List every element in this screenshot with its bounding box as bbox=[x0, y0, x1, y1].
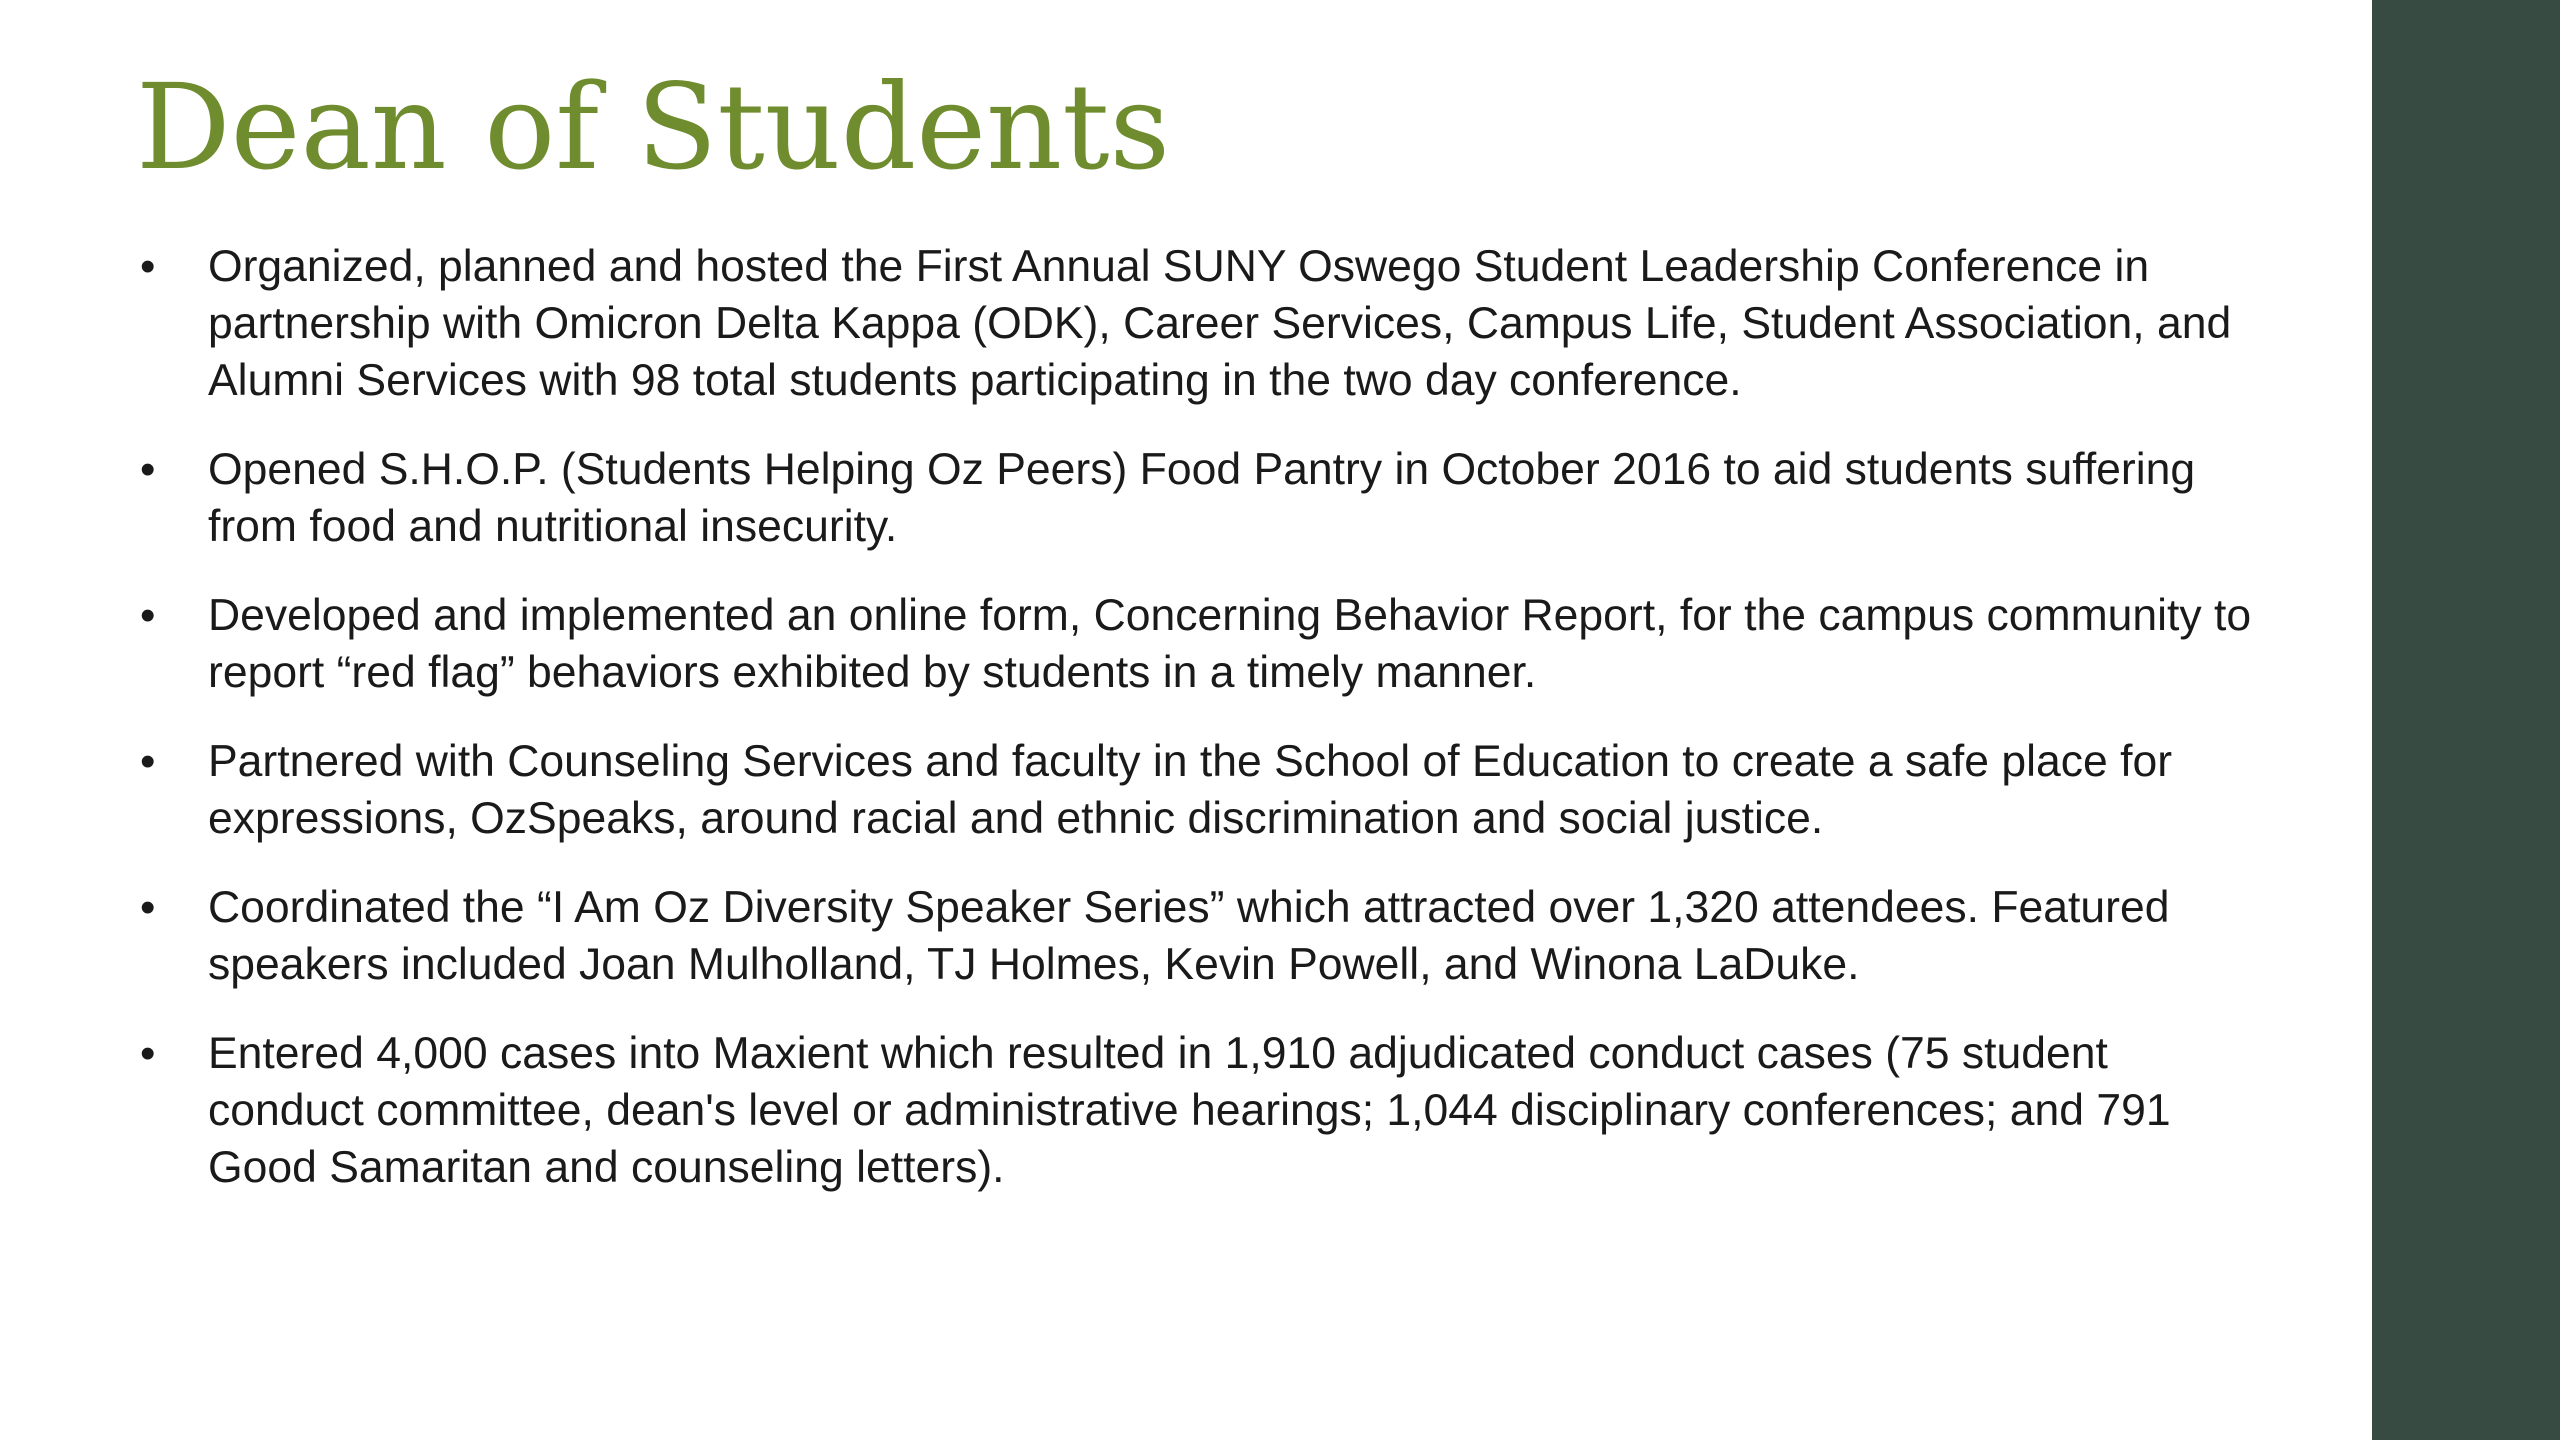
bullet-item bbox=[136, 441, 2256, 555]
bullet-text: Coordinated the “I Am Oz Diversity Speaker Series” which attracted over 1,320 attendees. Featured speakers included Joan Mulholland, TJ Holmes, Kevin Powell, and Winona LaDuke. bbox=[208, 883, 2170, 989]
slide-title: Dean of Students bbox=[136, 58, 1171, 196]
bullet-dot-icon: • bbox=[140, 445, 156, 494]
bullet-item bbox=[136, 238, 2256, 409]
bullet-dot-icon: • bbox=[140, 883, 156, 932]
side-accent-bar bbox=[2372, 0, 2560, 1440]
bullet-dot-icon: • bbox=[140, 591, 156, 640]
bullet-dot-icon: • bbox=[140, 1029, 156, 1078]
bullet-item bbox=[136, 1025, 2256, 1196]
bullet-dot-icon: • bbox=[140, 737, 156, 786]
bullet-item bbox=[136, 587, 2256, 701]
bullet-dot-icon: • bbox=[140, 242, 156, 291]
bullet-list bbox=[136, 238, 2256, 1228]
bullet-text: Entered 4,000 cases into Maxient which resulted in 1,910 adjudicated conduct cases (75 student conduct committee, dean's level or administrative hearings; 1,044 disciplinary conferences; and 791 Good Samaritan and counseling letters). bbox=[208, 1029, 2171, 1192]
bullet-text: Organized, planned and hosted the First Annual SUNY Oswego Student Leadership Conference in partnership with Omicron Delta Kappa (ODK), Career Services, Campus Life, Student Association, and Alumni Services with 98 total students participating in the two day conference. bbox=[208, 242, 2232, 405]
bullet-item bbox=[136, 733, 2256, 847]
bullet-text: Partnered with Counseling Services and faculty in the School of Education to create a safe place for expressions, OzSpeaks, around racial and ethnic discrimination and social justice. bbox=[208, 737, 2173, 843]
bullet-text: Developed and implemented an online form, Concerning Behavior Report, for the campus community to report “red flag” behaviors exhibited by students in a timely manner. bbox=[208, 591, 2252, 697]
bullet-text: Opened S.H.O.P. (Students Helping Oz Peers) Food Pantry in October 2016 to aid students suffering from food and nutritional insecurity. bbox=[208, 445, 2196, 551]
bullet-item bbox=[136, 879, 2256, 993]
